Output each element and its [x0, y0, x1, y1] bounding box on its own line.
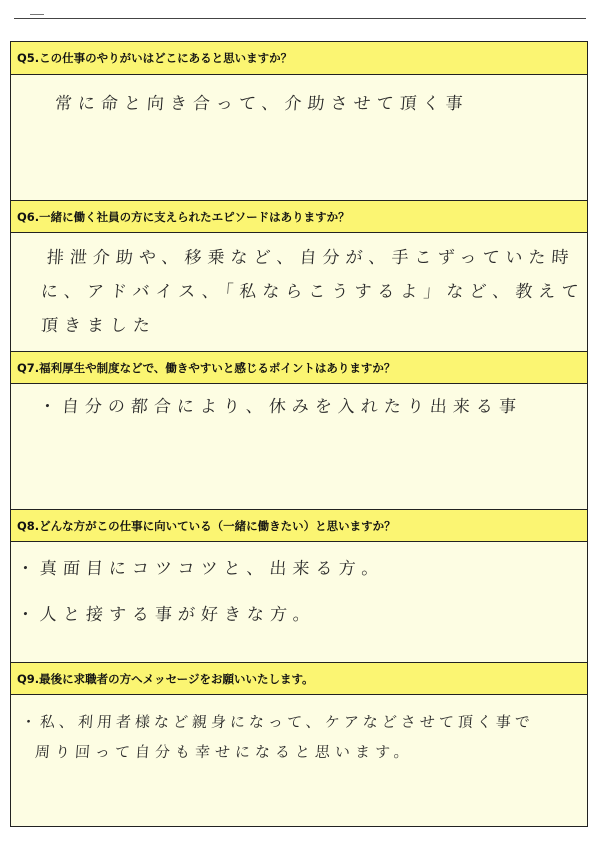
- question-label-q9: Q9.最後に求職者の方へメッセージをお願いいたします。: [11, 662, 587, 695]
- question-section-q9: [11, 662, 587, 828]
- header-tick-mark: [30, 14, 44, 15]
- answer-line: ・私、利用者様など親身になって、ケアなどさせて頂く事で: [20, 713, 535, 731]
- question-section-q8: [11, 509, 587, 662]
- question-label-q7: Q7.福利厚生や制度などで、働きやすいと感じるポイントはありますか？: [11, 351, 587, 384]
- answer-area-q5: [11, 75, 587, 200]
- answer-area-q7: [11, 384, 587, 509]
- question-label-q8: Q8.どんな方がこの仕事に向いている（一緒に働きたい）と思いますか？: [11, 509, 587, 542]
- answer-line: 頂きました: [40, 316, 157, 336]
- answer-line: 周り回って自分も幸せになると思います。: [34, 743, 415, 761]
- answer-line: ・真面目にコツコツと、出来る方。: [16, 559, 386, 579]
- question-section-q7: [11, 351, 587, 509]
- questionnaire-form: [10, 41, 588, 827]
- answer-line: ・自分の都合により、休みを入れたり出来る事: [38, 397, 523, 417]
- answer-area-q8: [11, 542, 587, 662]
- answer-area-q9: [11, 695, 587, 826]
- question-section-q6: [11, 200, 587, 351]
- header-rule: [14, 18, 586, 19]
- question-label-q5: Q5.この仕事のやりがいはどこにあると思いますか？: [11, 42, 587, 75]
- answer-line: 排泄介助や、移乗など、自分が、手こずっていた時: [46, 248, 576, 268]
- answer-line: に、アドバイス、「私ならこうするよ」など、教えて: [40, 282, 586, 302]
- answer-area-q6: [11, 233, 587, 351]
- answer-line: ・人と接する事が好きな方。: [16, 605, 317, 625]
- question-label-q6: Q6.一緒に働く社員の方に支えられたエピソードはありますか？: [11, 200, 587, 233]
- answer-line: 常に命と向き合って、介助させて頂く事: [54, 94, 470, 114]
- question-section-q5: [11, 42, 587, 200]
